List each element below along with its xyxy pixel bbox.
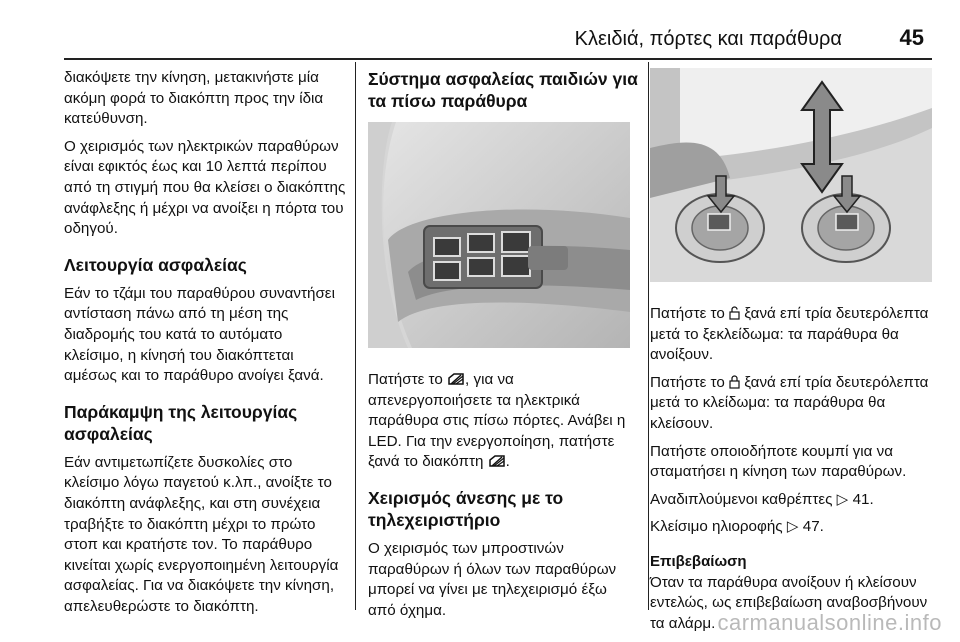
header-rule [64,58,932,60]
paragraph-safety-override: Εάν αντιμετωπίζετε δυσκολίες στο κλείσιμο λόγω παγετού κ.λπ., ανοίξτε το διακόπτη ανάφλεξης, και στη συνέχεια τραβήξτε το διακόπτη μέχρι το πρώτο στοπ και κρατήστε τον. Το παράθυρο κινείται χωρίς ενεργοποιημένη λειτουργία ασφαλείας. Για να διακόψετε την κίνηση, απελευθερώστε το διακόπτη. [64,453,339,615]
heading-safety-function: Λειτουργία ασφαλείας [64,254,247,275]
page-number: 45 [899,25,924,50]
paragraph-unlock-open: Πατήστε το ξανά επί τρία δευτερόλεπτα μετά το ξεκλείδωμα: τα παράθυρα θα ανοίξουν. [650,305,929,364]
column-divider-right [648,62,649,610]
watermark: carmanualsonline.info [717,610,942,635]
paragraph-sunroof: Κλείσιμο ηλιοροφής ▷ 47. [650,518,824,536]
child-lock-window-icon [447,372,465,386]
page-reference-arrow-icon: ▷ [836,490,849,508]
paragraph-confirmation: Όταν τα παράθυρα ανοίξουν ή κλείσουν εντελώς, ως επιβεβαίωση αναβοσβήνουν τα αλάρμ. [650,573,928,632]
column-middle [368,68,638,628]
window-switch-cluster [424,226,542,288]
paragraph-child-lock: Πατήστε το , για να απενεργοποιήσετε τα ηλεκτρικά παράθυρα στις πίσω πόρτες. Ανάβει η LED. Για την ενεργοποίηση, πατήστε ξανά το διακόπτη . [368,371,626,471]
child-lock-window-icon [488,454,506,468]
paragraph-comfort-remote: Ο χειρισμός των μπροστινών παραθύρων ή όλων των παραθύρων μπορεί να γίνει με τηλεχειρισμό έξω από όχημα. [368,539,617,619]
paragraph-stop-motion: Πατήστε οποιοδήποτε κουμπί για να σταματήσει η κίνηση των παραθύρων. [650,442,907,481]
column-right [650,68,932,641]
unlock-icon [729,306,740,320]
column-left [64,68,346,624]
paragraph-safety-function: Εάν το τζάμι του παραθύρου συναντήσει αντίσταση πάνω από τη μέση της διαδρομής του κατά το αυτόματο κλείσιμο, η κίνησή του διακόπτεται αμέσως και το παράθυρο ανοίγει ξανά. [64,284,335,385]
page-reference-arrow-icon: ▷ [786,518,799,536]
page-header [0,0,960,62]
heading-confirmation: Επιβεβαίωση [650,552,747,570]
lock-icon [729,375,740,389]
paragraph-operation-time: Ο χειρισμός των ηλεκτρικών παραθύρων είναι εφικτός έως και 10 λεπτά περίπου από τη στιγμή που θα κλείσει ο διακόπτης ανάφλεξης ή μέχρι να ανοίξει η πόρτα του οδηγού. [64,137,346,238]
paragraph-folding-mirrors: Αναδιπλούμενοι καθρέπτες ▷ 41. [650,490,874,508]
heading-child-safety: Σύστημα ασφαλείας παιδιών για τα πίσω παράθυρα [368,69,638,111]
remote-key-window-illustration [650,68,932,282]
column-divider-left [355,62,356,610]
door-switch-panel-illustration [368,122,630,348]
heading-safety-override: Παράκαμψη της λειτουργίας ασφαλείας [64,401,298,444]
heading-comfort-remote: Χειρισμός άνεσης με το τηλεχειριστήριο [368,487,564,530]
header-title: Κλειδιά, πόρτες και παράθυρα [574,28,842,50]
paragraph-interrupt-motion: διακόψετε την κίνηση, μετακινήστε μία ακόμη φορά το διακόπτη προς την ίδια κατεύθυνση. [64,69,324,128]
paragraph-lock-close: Πατήστε το ξανά επί τρία δευτερόλεπτα μετά το κλείδωμα: τα παράθυρα θα κλείσουν. [650,373,929,432]
